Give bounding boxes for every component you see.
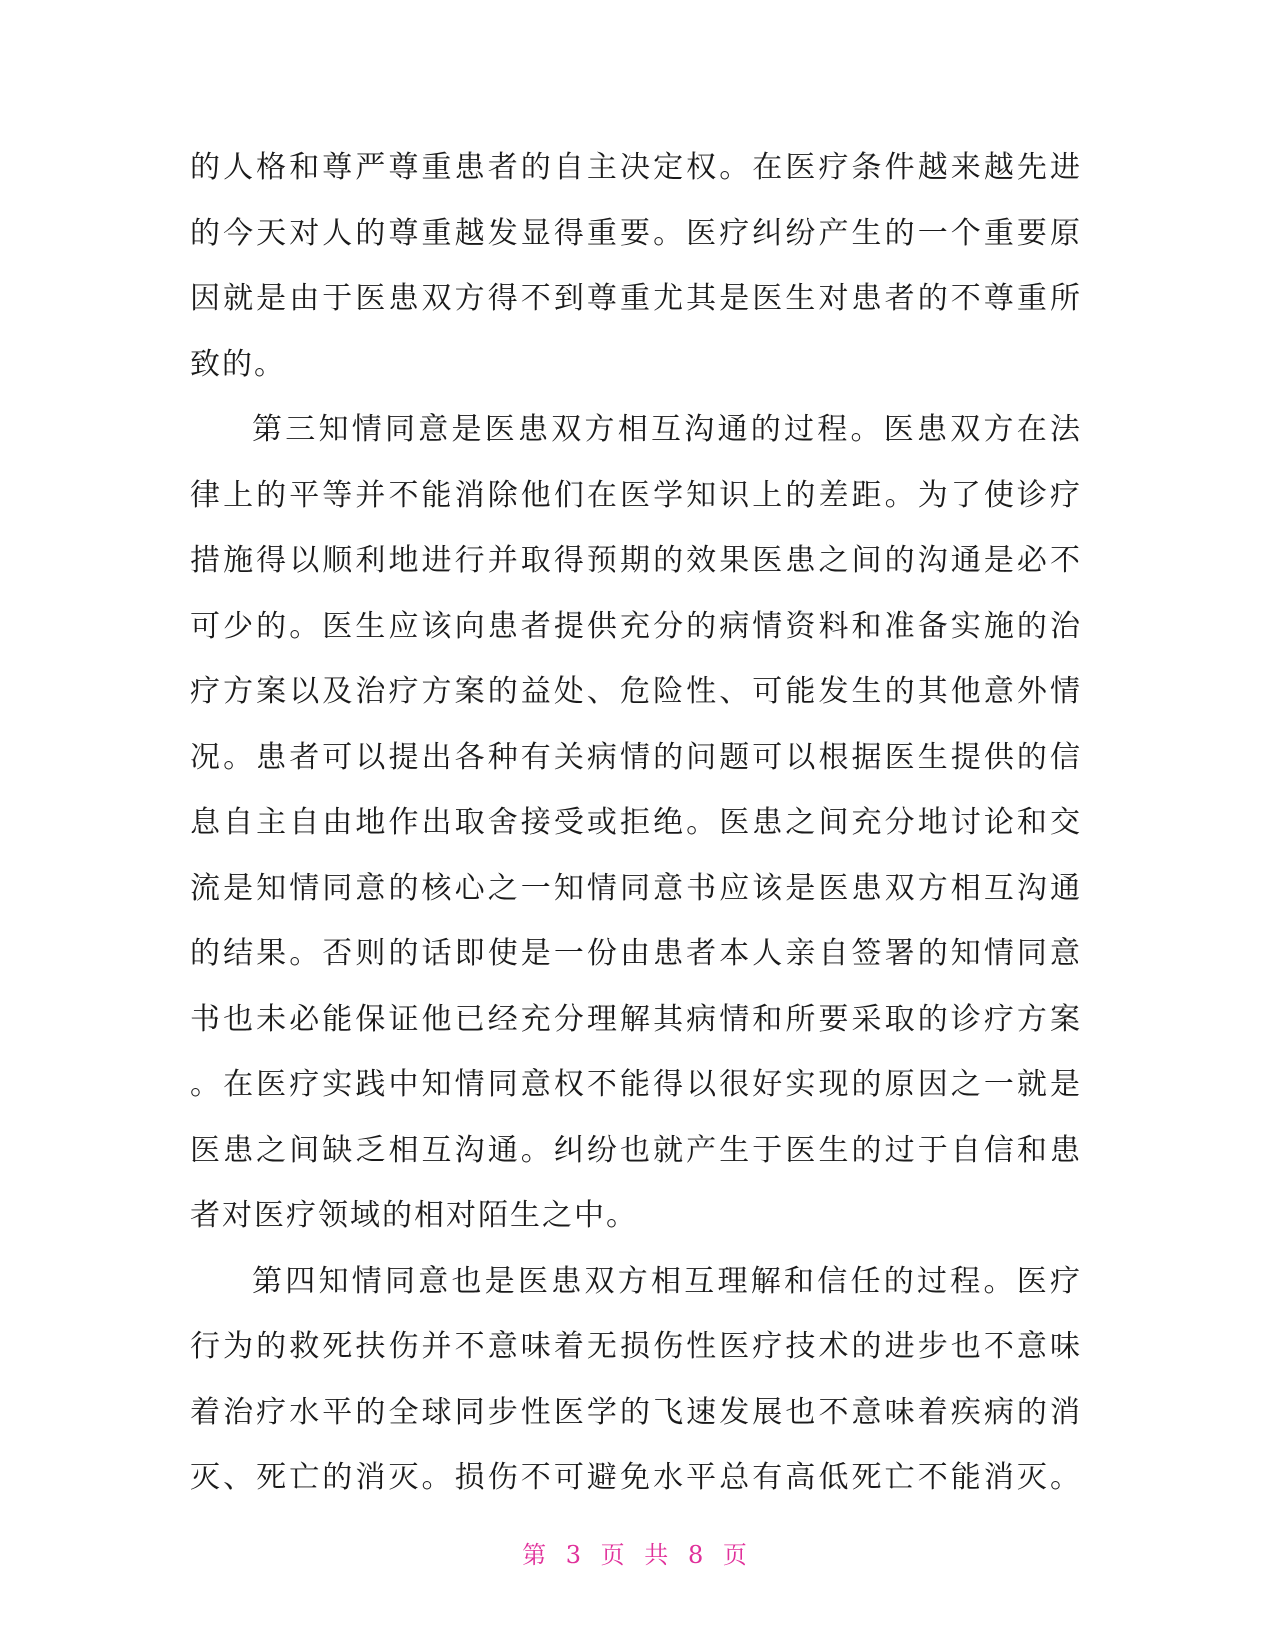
text-line: 的今天对人的尊重越发显得重要。医疗纠纷产生的一个重要原	[190, 215, 1082, 251]
text-line: 书也未必能保证他已经充分理解其病情和所要采取的诊疗方案	[190, 1001, 1082, 1037]
paragraph-3	[190, 1249, 1082, 1511]
text-line: 着治疗水平的全球同步性医学的飞速发展也不意味着疾病的消	[190, 1394, 1082, 1430]
text-line: 因就是由于医患双方得不到尊重尤其是医生对患者的不尊重所	[190, 281, 1082, 316]
text-line: 律上的平等并不能消除他们在医学知识上的差距。为了使诊疗	[190, 477, 1082, 513]
text-line: 第四知情同意也是医患双方相互理解和信任的过程。医疗	[252, 1263, 1082, 1299]
document-body	[190, 135, 1082, 1511]
text-line: 第三知情同意是医患双方相互沟通的过程。医患双方在法	[252, 412, 1082, 447]
text-line: 灭、死亡的消灭。损伤不可避免水平总有高低死亡不能消灭。	[190, 1460, 1082, 1495]
page-footer	[0, 1535, 1275, 1570]
text-line: 的结果。否则的话即使是一份由患者本人亲自签署的知情同意	[190, 936, 1082, 971]
paragraph-2	[190, 397, 1082, 1249]
text-line: 况。患者可以提出各种有关病情的问题可以根据医生提供的信	[190, 739, 1082, 775]
footer-suffix: 页	[722, 1541, 753, 1569]
text-line: 行为的救死扶伤并不意味着无损伤性医疗技术的进步也不意味	[190, 1329, 1082, 1364]
text-line: 流是知情同意的核心之一知情同意书应该是医患双方相互沟通	[190, 870, 1082, 906]
text-line: 医患之间缺乏相互沟通。纠纷也就产生于医生的过于自信和患	[190, 1132, 1082, 1168]
footer-current-page: 3	[565, 1541, 588, 1569]
footer-total-pages: 8	[687, 1541, 710, 1569]
text-line: 息自主自由地作出取舍接受或拒绝。医患之间充分地讨论和交	[190, 805, 1082, 840]
text-line: 可少的。医生应该向患者提供充分的病情资料和准备实施的治	[190, 608, 1082, 644]
text-line: 者对医疗领域的相对陌生之中。	[190, 1198, 638, 1233]
text-line: 。在医疗实践中知情同意权不能得以很好实现的原因之一就是	[190, 1067, 1082, 1102]
footer-prefix: 第	[522, 1541, 553, 1569]
paragraph-1	[190, 135, 1082, 397]
text-line: 致的。	[190, 346, 286, 382]
footer-middle: 页 共	[600, 1541, 675, 1569]
text-line: 的人格和尊严尊重患者的自主决定权。在医疗条件越来越先进	[190, 150, 1082, 185]
text-line: 措施得以顺利地进行并取得预期的效果医患之间的沟通是必不	[190, 543, 1082, 578]
text-line: 疗方案以及治疗方案的益处、危险性、可能发生的其他意外情	[190, 674, 1082, 709]
